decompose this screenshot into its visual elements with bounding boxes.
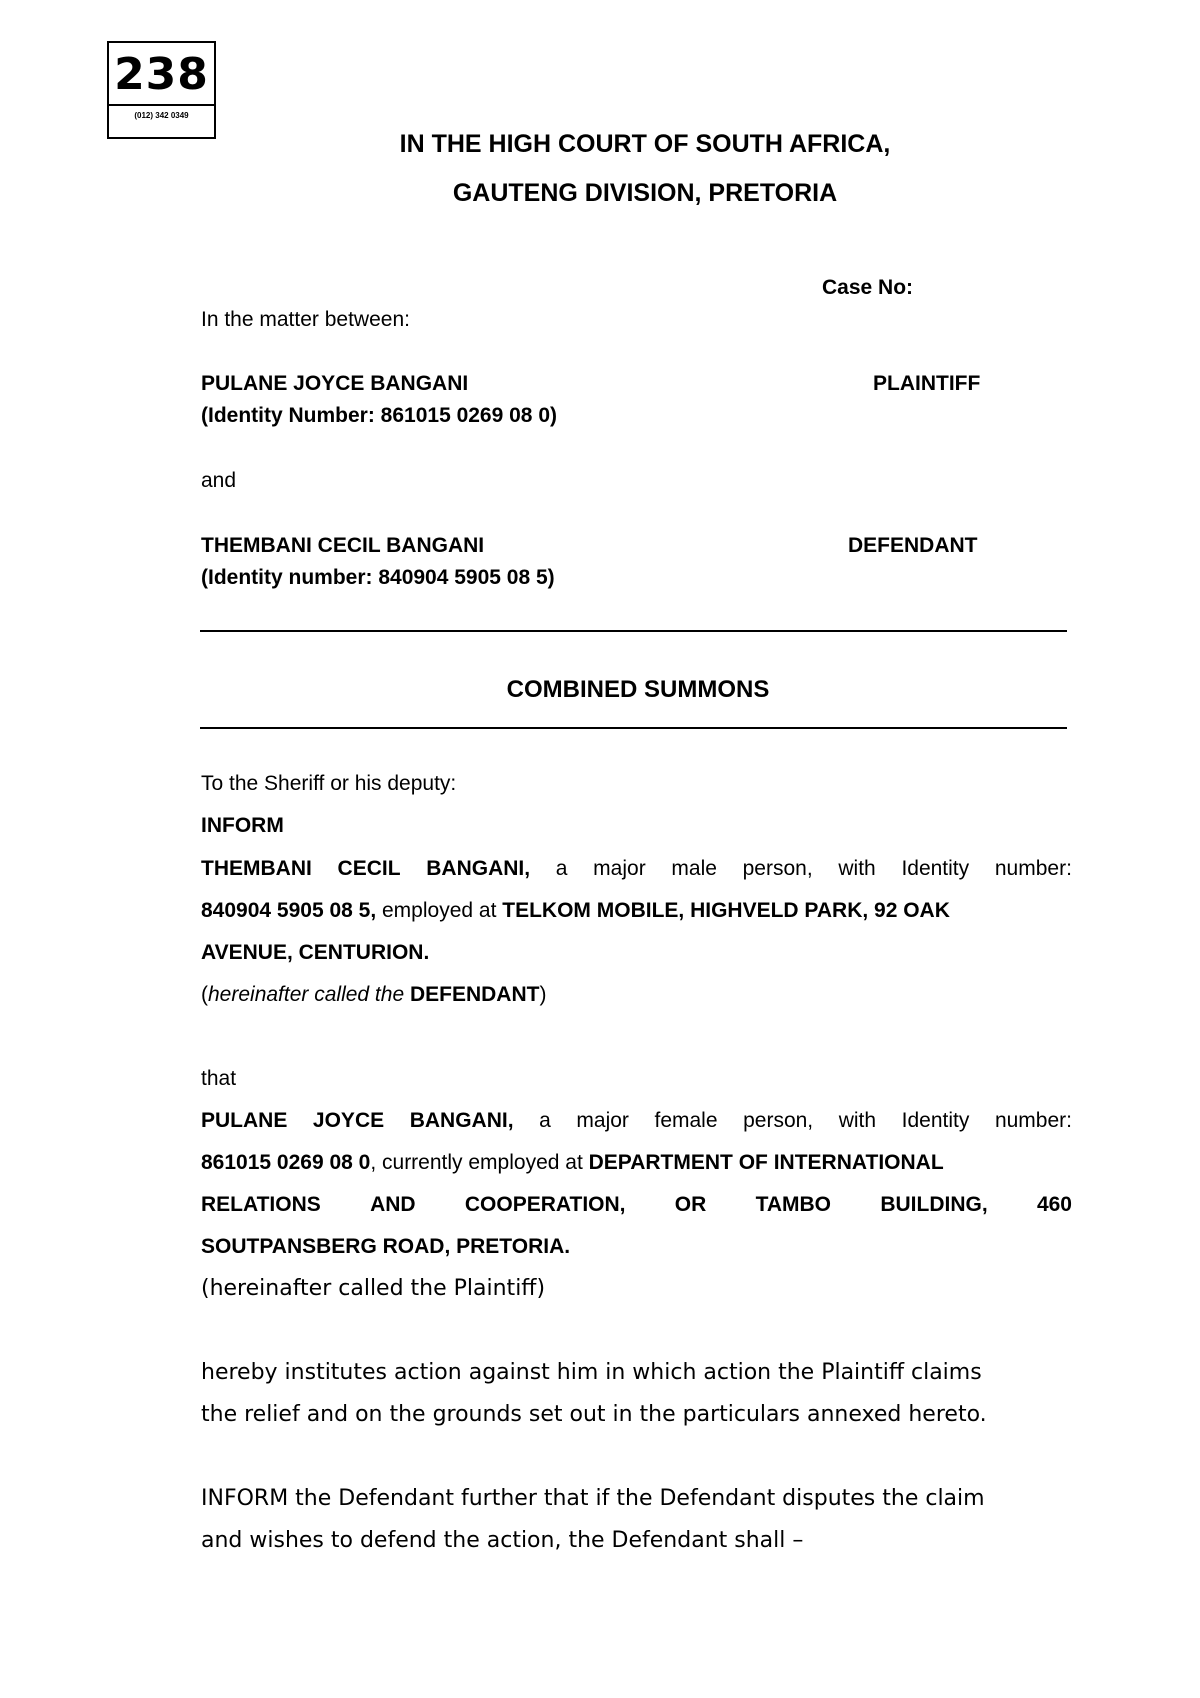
document-title: COMBINED SUMMONS [506,676,770,703]
defendant-role: DEFENDANT [848,534,978,557]
defendant-id: (Identity number: 840904 5905 08 5) [201,566,555,589]
that-word: that [201,1067,237,1090]
plaintiff-paragraph-line2: 861015 0269 08 0, currently employed at DEPARTMENT OF INTERNATIONAL [201,1151,944,1174]
stamp-phone: (012) 342 0349 [134,111,189,120]
inform-further-line1: INFORM the Defendant further that if the Defendant disputes the claim [201,1486,985,1511]
court-heading-line2: GAUTENG DIVISION, PRETORIA [452,179,838,207]
title-rule-top [200,630,1067,632]
stamp-number: 238 [114,49,209,100]
plaintiff-paragraph-line4: SOUTPANSBERG ROAD, PRETORIA. [201,1235,571,1258]
case-number-label: Case No: [822,276,914,299]
defendant-paragraph-line2: 840904 5905 08 5, employed at TELKOM MOBILE, HIGHVELD PARK, 92 OAK [201,899,950,922]
court-heading-line1: IN THE HIGH COURT OF SOUTH AFRICA, [399,130,891,158]
inform-heading: INFORM [201,814,284,837]
title-rule-bottom [200,727,1067,729]
plaintiff-name: PULANE JOYCE BANGANI [201,372,469,395]
defendant-name: THEMBANI CECIL BANGANI [201,534,485,557]
matter-intro: In the matter between: [201,308,410,331]
defendant-paragraph-line1: THEMBANI CECIL BANGANI, a major male person, with Identity number: [201,857,1072,880]
plaintiff-paragraph [201,1100,1072,1310]
plaintiff-paragraph-line3: RELATIONS AND COOPERATION, OR TAMBO BUILDING, 460 [201,1193,1072,1216]
plaintiff-paragraph-line5: (hereinafter called the Plaintiff) [201,1276,546,1301]
plaintiff-id: (Identity Number: 861015 0269 08 0) [201,404,557,427]
plaintiff-paragraph-line1: PULANE JOYCE BANGANI, a major female person, with Identity number: [201,1109,1072,1132]
defendant-paragraph [201,848,1072,1016]
institutes-line1: hereby institutes action against him in which action the Plaintiff claims [201,1360,982,1385]
filing-stamp [107,41,216,139]
institutes-line2: the relief and on the grounds set out in the particulars annexed hereto. [201,1402,987,1427]
to-sheriff: To the Sheriff or his deputy: [201,772,457,795]
conjunction-and: and [201,469,237,492]
defendant-paragraph-line4: (hereinafter called the DEFENDANT) [201,983,547,1006]
inform-further-line2: and wishes to defend the action, the Defendant shall – [201,1528,804,1553]
stamp-divider [109,104,214,106]
plaintiff-role: PLAINTIFF [873,372,981,395]
defendant-paragraph-line3: AVENUE, CENTURION. [201,941,430,964]
